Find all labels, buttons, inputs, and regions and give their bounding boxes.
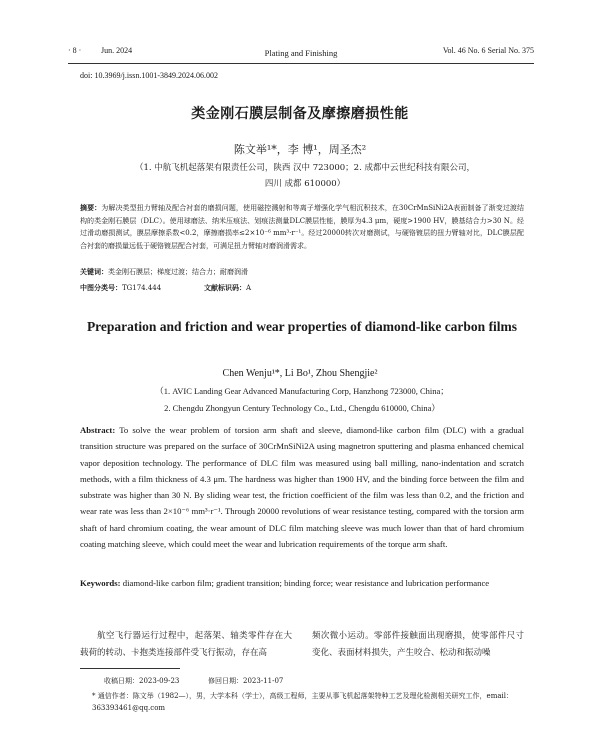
en-abstract-text: To solve the wear problem of torsion arm shaft and sleeve, diamond-like carbon film (DLC) with a gradual transition structure was prepared on the surface of 30CrMnSiNi2A using magnetron sputtering and plasma enhanced chemical vapor deposition technology. The performance of DLC film was measured using ball milling, nano-indentation and scratch methods, with a film thickness of 4.3 μm. The hardness was higher than 1900 HV, and the binding force between the film and substrate was higher than 30 N. By sliding wear test, the friction coefficient of the film was less than 0.2, and the friction and wear rate was less than 2×10⁻⁶ mm³·r⁻¹. Through 20000 revolutions of wear resistance testing, compared with the torsion arm shaft of hard chromium coating, the wear amount of DLC film matching sleeve was much lower than that of hard chromium coating matching sleeve, which could meet the wear and lubrication requirements of the torque arm shaft. [80, 425, 524, 550]
en-affiliations [80, 383, 524, 417]
en-authors: Chen Wenju¹*, Li Bo¹, Zhou Shengjie² [222, 368, 378, 379]
received-label: 收稿日期： [104, 677, 139, 685]
cn-keywords-text: 类金刚石膜层；梯度过渡；结合力；耐磨润滑 [108, 268, 248, 276]
doi[interactable]: doi: 10.3969/j.issn.1001-3849.2024.06.002 [80, 71, 219, 80]
revised-date: 2023-11-07 [243, 677, 284, 685]
en-title: Preparation and friction and wear properties of diamond-like carbon films [86, 319, 518, 334]
cn-affiliations [90, 160, 520, 192]
footnote-dates [104, 675, 504, 687]
cn-doc-code-label: 文献标识码： [204, 284, 246, 292]
author-note-label: * 通信作者： [92, 692, 133, 700]
cn-classification [80, 282, 524, 294]
en-affiliation-line: （1. AVIC Landing Gear Advanced Manufacturing Corp, Hanzhong 723000, China； [155, 386, 449, 396]
running-header [68, 44, 534, 60]
issue-date: Jun. 2024 [101, 46, 133, 55]
cn-class-label: 中图分类号： [80, 284, 122, 292]
footnote-rule [80, 668, 180, 669]
en-keywords-label: Keywords: [80, 578, 121, 588]
cn-keywords [80, 266, 524, 278]
cn-class-value: TG174.444 [122, 284, 162, 292]
cn-authors: 陈文举¹*，李 博¹，周圣杰² [233, 143, 367, 156]
volume-info: Vol. 46 No. 6 Serial No. 375 [442, 46, 534, 55]
en-affiliation-line: 2. Chengdu Zhongyun Century Technology Co., Ltd., Chengdu 610000, China） [164, 403, 440, 413]
cn-affiliation-line: 四川 成都 610000） [264, 179, 346, 189]
cn-doc-code-value: A [246, 284, 252, 292]
cn-title: 类金刚石膜层制备及摩擦磨损性能 [191, 106, 409, 122]
body-text-left: 航空飞行器运行过程中，起落架、轴类零件存在大载荷的转动、卡抱类连接部件受飞行振动，存在高 [80, 631, 292, 658]
cn-abstract-label: 摘要： [80, 204, 102, 212]
cn-affiliation-line: （1. 中航飞机起落架有限责任公司，陕西 汉中 723000；2. 成都中云世纪科技有限公司， [135, 163, 475, 173]
received-date: 2023-09-23 [139, 677, 180, 685]
author-note-text: 陈文举（1982—），男，大学本科（学士），高级工程师，主要从事飞机起落架特种工艺及理化检测相关研究工作，email：363393461@qq.com [92, 692, 513, 713]
en-abstract [80, 422, 524, 552]
page-number: · 8 · [68, 46, 82, 55]
cn-abstract-text: 为解决类型扭力臂轴及配合衬套的磨损问题，使用磁控溅射和等离子增强化学气相沉积技术，在30CrMnSiNi2A表面制备了渐变过渡结构的类金刚石膜层（DLC）。使用球磨法、纳米压痕法、划痕法测量DLC膜层性能，膜厚为4.3 μm，硬度>1900 HV，膜基结合力>30 N。经过滑动磨损测试，膜层摩擦系数<0.2，摩擦磨损率≤2×10⁻⁶ mm³·r⁻¹。经过20000转次对磨测试，与硬铬镀层的扭力臂轴对比，DLC膜层配合衬套的磨损量远低于硬铬镀层配合衬套，可满足扭力臂轴对磨润滑需求。 [80, 204, 524, 250]
en-abstract-label: Abstract: [80, 425, 116, 435]
revised-label: 修回日期： [208, 677, 243, 685]
journal-name: Plating and Finishing [264, 48, 338, 58]
en-keywords [80, 575, 524, 591]
cn-keywords-label: 关键词： [80, 268, 108, 276]
body-text-right: 频次微小运动。零部件接触面出现磨损，使零部件尺寸变化、表面材料损失，产生咬合、松动和振动噪 [312, 631, 524, 658]
header-rule [68, 63, 534, 64]
footnote-author [92, 690, 524, 715]
cn-abstract [80, 202, 524, 252]
en-keywords-text: diamond-like carbon film; gradient transition; binding force; wear resistance and lubrication performance [122, 578, 490, 588]
